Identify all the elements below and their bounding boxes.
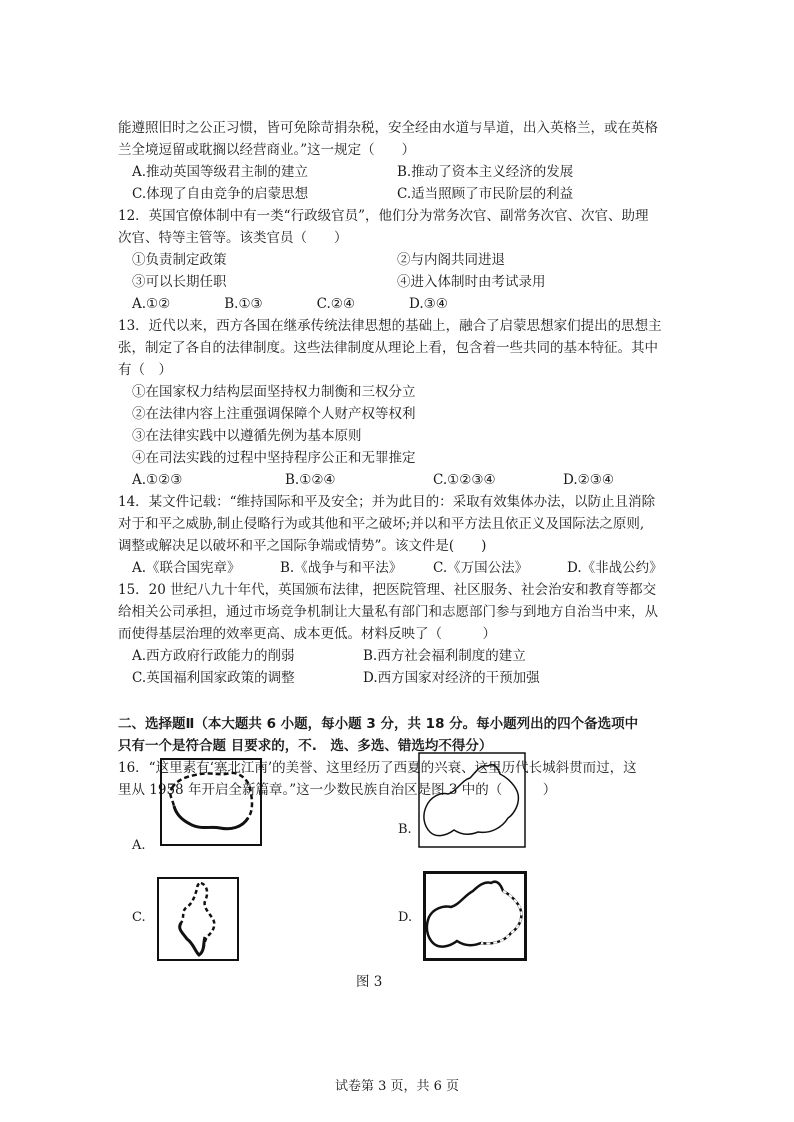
q15-option-a: A.西方政府行政能力的削弱: [132, 648, 295, 664]
q15-stem-line1: 15．20 世纪八九十年代，英国颁布法律，把医院管理、社区服务、社会治安和教育等都交: [118, 582, 657, 598]
q11-option-a: A.推动英国等级君主制的建立: [132, 164, 309, 180]
section-2-heading-line1: 二、选择题Ⅱ（本大题共 6 小题，每小题 3 分，共 18 分。每小题列出的四个备选项中: [118, 716, 639, 732]
q14-option-d: D.《非战公约》: [567, 560, 663, 576]
map-option-d-label: D.: [398, 910, 413, 925]
q15-stem-line3: 而使得基层治理的效率更高、成本更低。材料反映了（ ）: [118, 626, 496, 642]
q13-item-3: ③在法律实践中以遵循先例为基本原则: [132, 428, 362, 444]
q11-option-c: C.体现了自由竞争的启蒙思想: [132, 186, 309, 202]
q16-stem-line1: 16．“这里素有‘塞北江南’的美誉、这里经历了西夏的兴衰、这里历代长城斜贯而过，这: [118, 760, 637, 776]
map-option-a: [160, 758, 262, 846]
q12-stem-line1: 12．英国官僚体制中有一类“行政级官员”，他们分为常务次官、副常务次官、次官、助理: [118, 208, 649, 224]
q13-option-c: C.①②③④: [433, 472, 496, 488]
q14-stem-line2: 对于和平之威胁,制止侵略行为或其他和平之破坏;并以和平方法且依正义及国际法之原则,: [118, 516, 645, 532]
q13-item-2: ②在法律内容上注重强调保障个人财产权等权利: [132, 406, 416, 422]
map-option-c: [157, 877, 239, 961]
map-option-a-label: A.: [132, 838, 146, 853]
q13-stem-line1: 13．近代以来，西方各国在继承传统法律思想的基础上，融合了启蒙思想家们提出的思想主: [118, 318, 662, 334]
q14-stem-line3: 调整或解决足以破坏和平之国际争端或情势”。该文件是( ): [118, 538, 487, 554]
q13-item-1: ①在国家权力结构层面坚持权力制衡和三权分立: [132, 384, 416, 400]
q13-option-a: A.①②③: [132, 472, 183, 488]
q13-option-b: B.①②④: [285, 472, 336, 488]
q13-option-d: D.②③④: [563, 472, 614, 488]
figure-caption: 图 3: [356, 974, 383, 990]
q13-stem-line2: 张，制定了各自的法律制度。这些法律制度从理论上看，包含着一些共同的基本特征。其中: [118, 340, 658, 356]
page-footer: 试卷第 3 页，共 6 页: [334, 1079, 460, 1094]
q12-item-2: ②与内阁共同进退: [397, 252, 505, 268]
q11-stem-line2: 兰全境逗留或耽搁以经营商业。”这一规定（ ）: [118, 142, 416, 158]
q15-option-c: C.英国福利国家政策的调整: [132, 670, 295, 686]
q15-option-b: B.西方社会福利制度的建立: [363, 648, 526, 664]
q13-item-4: ④在司法实践的过程中坚持程序公正和无罪推定: [132, 450, 416, 466]
q11-option-d: C.适当照顾了市民阶层的利益: [397, 186, 574, 202]
map-option-c-label: C.: [132, 910, 146, 925]
q15-stem-line2: 给相关公司承担，通过市场竞争机制让大量私有部门和志愿部门参与到地方自治当中来，从: [118, 604, 658, 620]
q14-option-c: C.《万国公法》: [433, 560, 529, 576]
map-option-b-label: B.: [398, 822, 412, 837]
q16-stem-line2: 里从 1958 年开启全新篇章。”这一少数民族自治区是图 3 中的（ ）: [118, 782, 557, 798]
q14-option-a: A.《联合国宪章》: [132, 560, 241, 576]
q15-option-d: D.西方国家对经济的干预加强: [363, 670, 540, 686]
q12-item-3: ③可以长期任职: [132, 274, 227, 290]
q11-option-b: B.推动了资本主义经济的发展: [397, 164, 574, 180]
map-option-d: [423, 871, 527, 961]
map-option-b: [418, 752, 526, 848]
section-2-heading-line2: 只有一个是符合题 目要求的，不. 选、多选、错选均不得分）: [118, 738, 493, 754]
q12-item-4: ④进入体制时由考试录用: [397, 274, 546, 290]
q12-item-1: ①负责制定政策: [132, 252, 227, 268]
q13-stem-line3: 有（ ）: [118, 362, 172, 378]
q14-option-b: B.《战争与和平法》: [280, 560, 403, 576]
q12-options: A.①② B.①③ C.②④ D.③④: [132, 296, 448, 312]
q14-stem-line1: 14．某文件记载：“维持国际和平及安全；并为此目的：采取有效集体办法，以防止且消除: [118, 494, 656, 510]
q12-stem-line2: 次官、特等主管等。该类官员（ ）: [118, 230, 348, 246]
q11-stem-line1: 能遵照旧时之公正习惯，皆可免除苛捐杂税，安全经由水道与旱道，出入英格兰，或在英格: [118, 120, 658, 136]
